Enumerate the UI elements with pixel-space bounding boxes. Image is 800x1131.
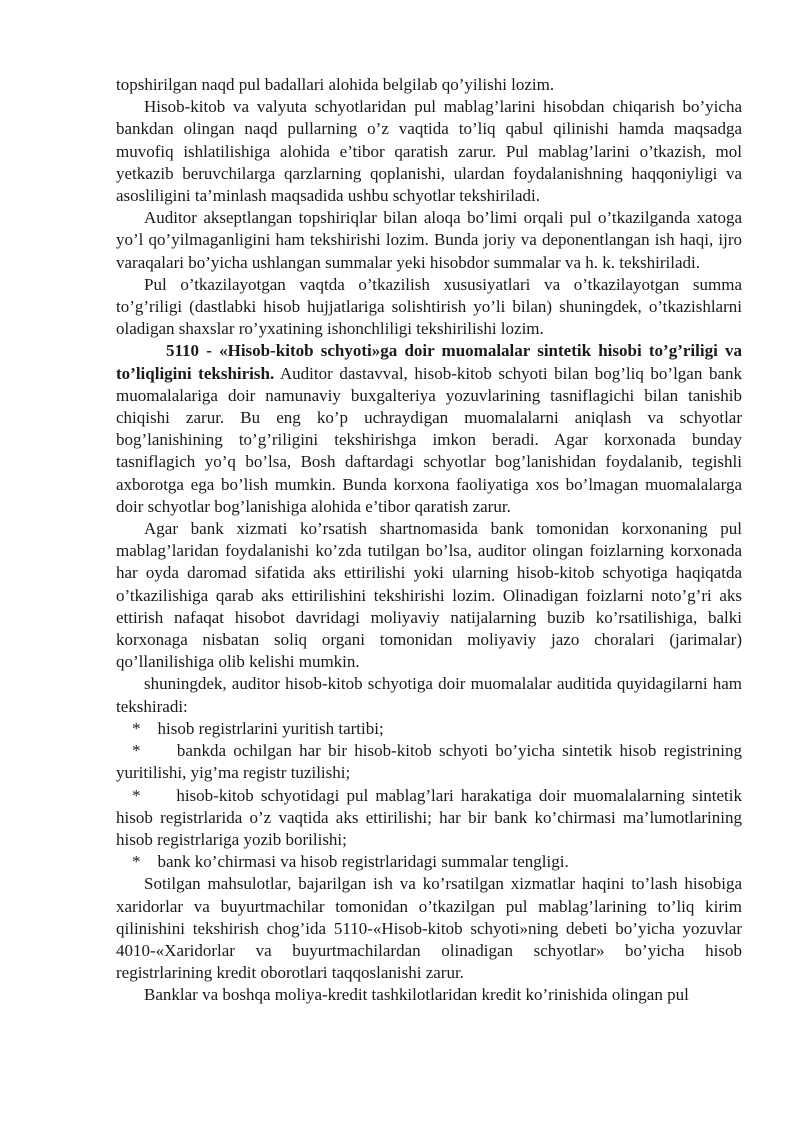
- bullet-mark: *: [132, 741, 141, 761]
- paragraph-1: Hisob-kitob va valyuta schyotlaridan pul mablag’larini hisobdan chiqarish bo’yicha bankdan olingan naqd pullarning o’z vaqtida to’liq qabul qilinishi hamda maqsadga muvofiq ishlatilishiga alohida e’tibor qaratish zarur. Pul mablag’larini o’tkazish, mol yetkazib beruvchilarga qarzlarning qoplanishi, ulardan foydalanishning haqqoniyligi va asosliligini ta’minlash maqsadida ushbu schyotlar tekshiriladi.: [116, 97, 742, 206]
- paragraph-5: Agar bank xizmati ko’rsatish shartnomasida bank tomonidan korxonaning pul mablag’laridan foydalanishi ko’zda tutilgan bo’lsa, auditor olingan foizlarning korxonada har oyda daromad sifatida aks ettirilishi yoki ularning hisob-kitob schyotiga haqiqatda o’tkazilishiga qarab aks ettirilishini tekshirishi lozim. Olinadigan foizlarni noto’g’ri aks ettirish nafaqat hisobot davridagi moliyaviy natijalarning buzib ko’rsatilishiga, balki korxonaga nisbatan soliq organi tomonidan moliyaviy jazo choralari (jarimalar) qo’llanilishiga olib kelishi mumkin.: [116, 519, 742, 672]
- paragraph-7: Sotilgan mahsulotlar, bajarilgan ish va ko’rsatilgan xizmatlar haqini to’lash hisobiga xaridorlar va buyurtmachilar tomonidan o’tkazilgan pul mablag’larining to’liq kirim qilinishini tekshirish chog’ida 5110-«Hisob-kitob schyoti»ning debeti bo’yicha yozuvlar 4010-«Xaridorlar va buyurtmachilardan olinadigan schyotlar» bo’yicha hisob registrlarining kredit oborotlari taqqoslanishi zarur.: [116, 874, 742, 983]
- paragraph-4-text: Auditor dastavval, hisob-kitob schyoti bilan bog’liq bo’lgan bank muomalalariga doir namunaviy buxgalteriya yozuvlarining tasniflagichi bilan tanishib chiqishi zarur. Bu eng ko’p uchraydigan muomalalarni aniqlash va schyotlar bog’lanishining to’g’riligini tekshirishga imkon beradi. Agar korxonada bunday tasniflagich yo’q bo’lsa, Bosh daftardagi schyotlar bog’lanishidan foydalanib, tegishli axborotga ega bo’lish mumkin. Bunda korxona faoliyatiga xos bo’lmagan muomalalarga doir schyotlar bog’lanishiga alohida e’tibor qaratish zarur.: [116, 363, 742, 516]
- bullet-text: bank ko’chirmasi va hisob registrlaridagi summalar tengligi.: [157, 852, 569, 872]
- bullet-text: bankda ochilgan har bir hisob-kitob schyoti bo’yicha sintetik hisob registrining yuritilishi, yig’ma registr tuzilishi;: [116, 741, 742, 783]
- bullet-item-4: [116, 851, 742, 873]
- paragraph-8: Banklar va boshqa moliya-kredit tashkilotlaridan kredit ko’rinishida olingan pul: [144, 985, 689, 1005]
- paragraph-2: Auditor akseptlangan topshiriqlar bilan aloqa bo’limi orqali pul o’tkazilganda xatoga yo’l qo’yilmaganligini ham tekshirishi lozim. Bunda joriy va deponentlangan ish haqi, ijro varaqalari bo’yicha ushlangan summalar yeki hisobdor summalar va h. k. tekshiriladi.: [116, 208, 742, 272]
- paragraph-3: Pul o’tkazilayotgan vaqtda o’tkazilish xususiyatlari va o’tkazilayotgan summa to’g’riligi (dastlabki hisob hujjatlariga solishtirish yo’li bilan) shuningdek, o’tkazishlarni oladigan shaxslar ro’yxatining ishonchliligi tekshirilishi lozim.: [116, 274, 742, 339]
- bullet-item-3: [116, 785, 742, 852]
- section-heading: 5110 - «Hisob-kitob schyoti»ga doir muomalalar sintetik hisobi to’g’riligi va to’liqligini tekshirish.: [116, 341, 742, 383]
- paragraph-4: [116, 340, 742, 518]
- paragraph-0: topshirilgan naqd pul badallari alohida belgilab qo’yilishi lozim.: [116, 75, 555, 94]
- bullet-item-1: [116, 718, 742, 740]
- bullet-text: hisob-kitob schyotidagi pul mablag’lari harakatiga doir muomalalarning sintetik hisob registrlarida o’z vaqtida aks ettirilishi; har bir bank ko’chirmasi ma’lumotlarining hisob registrlariga yozib borilishi;: [116, 785, 743, 849]
- paragraph-6: shuningdek, auditor hisob-kitob schyotiga doir muomalalar auditida quyidagilarni ham tekshiradi:: [116, 674, 742, 716]
- bullet-text: hisob registrlarini yuritish tartibi;: [157, 718, 384, 738]
- bullet-mark: *: [132, 852, 141, 872]
- bullet-mark: *: [132, 785, 141, 805]
- document-page: [116, 74, 742, 1007]
- bullet-item-2: [116, 740, 742, 784]
- bullet-mark: *: [132, 718, 141, 738]
